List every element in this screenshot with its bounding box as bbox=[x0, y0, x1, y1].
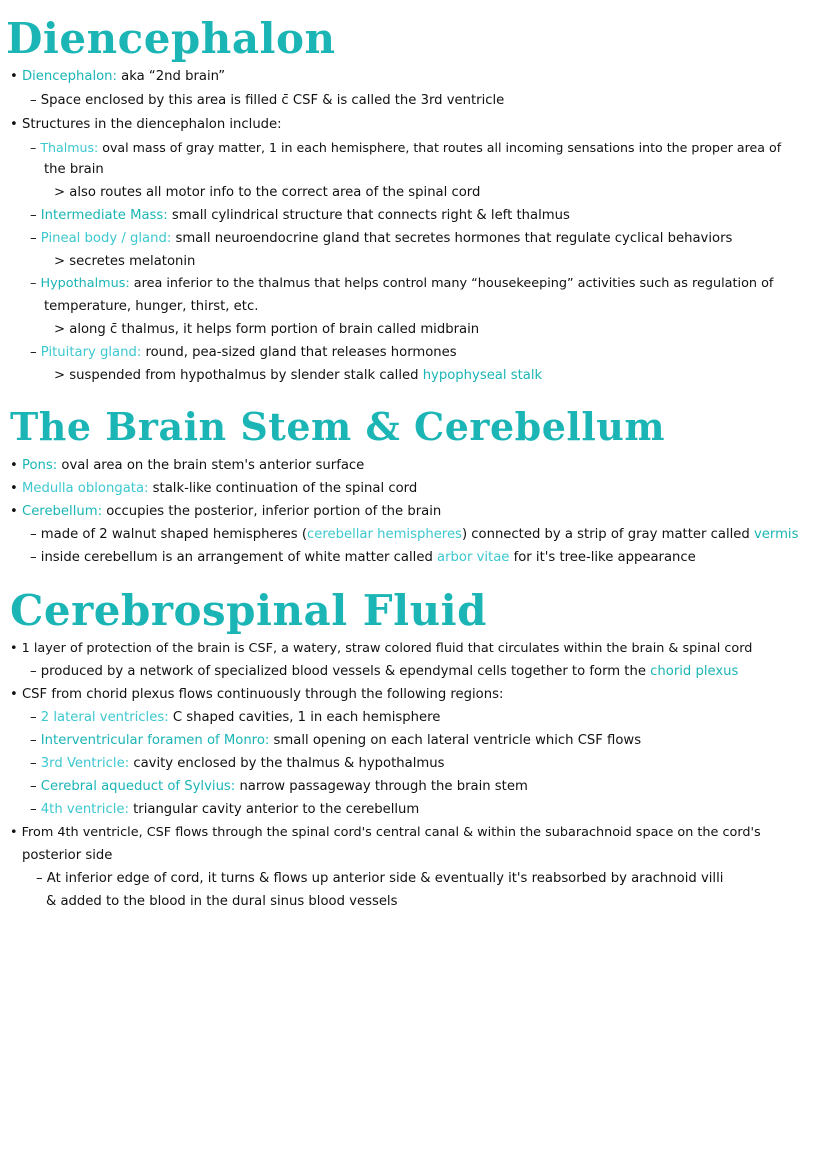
note-text: small neuroendocrine gland that secretes hormones that regulate cyclical behaviors bbox=[171, 231, 733, 246]
highlighted-term: Diencephalon: bbox=[21, 69, 117, 84]
note-line bbox=[10, 638, 752, 660]
note-text: > suspended from hypothalmus by slender stalk called bbox=[54, 368, 423, 383]
note-line bbox=[10, 684, 503, 706]
highlighted-term: Pituitary gland: bbox=[40, 345, 142, 360]
note-text: narrow passageway through the brain stem bbox=[235, 779, 528, 794]
note-text: the brain bbox=[44, 162, 104, 177]
highlighted-term: Cerebral aqueduct of Sylvius: bbox=[40, 779, 236, 794]
note-text: & added to the blood in the dural sinus blood vessels bbox=[46, 894, 398, 909]
highlighted-term: Cerebellum: bbox=[21, 504, 103, 519]
note-text: occupies the posterior, inferior portion of the brain bbox=[102, 504, 442, 519]
note-line bbox=[46, 891, 397, 913]
note-text: – bbox=[30, 231, 41, 246]
note-line bbox=[30, 524, 798, 546]
note-text: – bbox=[30, 756, 41, 771]
note-line bbox=[22, 845, 112, 867]
note-text: small cylindrical structure that connects right & left thalmus bbox=[167, 208, 570, 223]
note-text: • 1 layer of protection of the brain is CSF, a watery, straw colored fluid that circulates within the brain & spinal cord bbox=[10, 641, 753, 656]
note-text: area inferior to the thalmus that helps control many “housekeeping” activities such as regulation of bbox=[129, 276, 774, 291]
highlighted-term: arbor vitae bbox=[437, 550, 510, 565]
note-line bbox=[44, 159, 104, 181]
note-text: triangular cavity anterior to the cerebellum bbox=[128, 802, 420, 817]
note-line bbox=[30, 273, 773, 295]
note-text: aka “2nd brain” bbox=[116, 69, 226, 84]
note-text: • bbox=[10, 481, 22, 496]
note-line bbox=[30, 661, 738, 683]
note-line bbox=[30, 342, 457, 364]
note-text: round, pea-sized gland that releases hormones bbox=[141, 345, 457, 360]
note-line bbox=[30, 753, 444, 775]
note-line bbox=[30, 707, 440, 729]
note-text: > along c̄ thalmus, it helps form portion of brain called midbrain bbox=[54, 322, 480, 337]
note-text: – bbox=[30, 802, 41, 817]
note-line bbox=[30, 90, 504, 112]
note-line bbox=[30, 547, 696, 569]
highlighted-term: Pons: bbox=[21, 458, 58, 473]
note-text: • bbox=[10, 69, 22, 84]
note-text: – produced by a network of specialized blood vessels & ependymal cells together to form the bbox=[30, 664, 651, 679]
note-text: • From 4th ventricle, CSF flows through the spinal cord's central canal & within the subarachnoid space on the cord's bbox=[10, 825, 761, 840]
note-text: • bbox=[10, 458, 22, 473]
note-text: temperature, hunger, thirst, etc. bbox=[44, 299, 259, 314]
note-line bbox=[54, 182, 480, 204]
note-text: for it's tree-like appearance bbox=[509, 550, 696, 565]
note-line bbox=[30, 205, 570, 227]
note-line bbox=[30, 137, 781, 159]
note-line bbox=[44, 296, 258, 318]
note-text: • bbox=[10, 504, 22, 519]
note-text: small opening on each lateral ventricle which CSF flows bbox=[269, 733, 642, 748]
note-text: – bbox=[30, 208, 41, 223]
note-text: • CSF from chorid plexus flows continuously through the following regions: bbox=[10, 687, 504, 702]
highlighted-term: Hypothalmus: bbox=[40, 276, 130, 291]
note-line bbox=[54, 251, 195, 273]
note-line bbox=[10, 478, 417, 500]
note-text: – bbox=[30, 140, 41, 155]
highlighted-term: Medulla oblongata: bbox=[21, 481, 149, 496]
highlighted-term: 3rd Ventricle: bbox=[40, 756, 130, 771]
heading-cerebrospinal-fluid: Cerebrospinal Fluid bbox=[10, 586, 487, 635]
heading-brainstem-cerebellum: The Brain Stem & Cerebellum bbox=[10, 404, 666, 449]
highlighted-term: chorid plexus bbox=[650, 664, 739, 679]
note-line bbox=[10, 822, 761, 844]
note-line bbox=[10, 501, 441, 523]
note-line bbox=[36, 868, 723, 890]
highlighted-term: cerebellar hemispheres bbox=[307, 527, 462, 542]
note-line bbox=[30, 776, 528, 798]
note-text: – bbox=[30, 779, 41, 794]
note-text: – bbox=[30, 710, 41, 725]
highlighted-term: vermis bbox=[753, 527, 799, 542]
note-text: > secretes melatonin bbox=[54, 254, 196, 269]
note-text: – made of 2 walnut shaped hemispheres ( bbox=[30, 527, 307, 542]
note-line bbox=[10, 114, 282, 136]
note-text: C shaped cavities, 1 in each hemisphere bbox=[168, 710, 441, 725]
highlighted-term: Interventricular foramen of Monro: bbox=[40, 733, 270, 748]
note-text: – Space enclosed by this area is filled c̄ CSF & is called the 3rd ventricle bbox=[30, 93, 505, 108]
highlighted-term: Intermediate Mass: bbox=[40, 208, 168, 223]
note-line bbox=[30, 799, 419, 821]
note-text: oval mass of gray matter, 1 in each hemisphere, that routes all incoming sensations into the proper area of bbox=[98, 140, 782, 155]
note-line bbox=[54, 319, 479, 341]
note-line bbox=[30, 730, 641, 752]
note-text: – bbox=[30, 733, 41, 748]
note-text: ) connected by a strip of gray matter called bbox=[461, 527, 754, 542]
highlighted-term: 4th ventricle: bbox=[40, 802, 129, 817]
highlighted-term: 2 lateral ventricles: bbox=[40, 710, 169, 725]
note-text: – inside cerebellum is an arrangement of white matter called bbox=[30, 550, 438, 565]
note-text: – At inferior edge of cord, it turns & flows up anterior side & eventually it's reabsorbed by arachnoid villi bbox=[36, 871, 724, 886]
note-text: > also routes all motor info to the correct area of the spinal cord bbox=[54, 185, 481, 200]
highlighted-term: hypophyseal stalk bbox=[422, 368, 543, 383]
note-line bbox=[10, 455, 364, 477]
note-text: posterior side bbox=[22, 848, 113, 863]
note-text: cavity enclosed by the thalmus & hypothalmus bbox=[129, 756, 445, 771]
note-line bbox=[10, 66, 225, 88]
note-text: stalk-like continuation of the spinal cord bbox=[148, 481, 418, 496]
note-line bbox=[54, 365, 542, 387]
note-text: • Structures in the diencephalon include: bbox=[10, 117, 282, 132]
highlighted-term: Thalmus: bbox=[40, 140, 99, 155]
highlighted-term: Pineal body / gland: bbox=[40, 231, 172, 246]
note-text: – bbox=[30, 276, 41, 291]
note-text: – bbox=[30, 345, 41, 360]
heading-diencephalon: Diencephalon bbox=[6, 14, 336, 63]
note-text: oval area on the brain stem's anterior surface bbox=[57, 458, 365, 473]
note-line bbox=[30, 228, 732, 250]
